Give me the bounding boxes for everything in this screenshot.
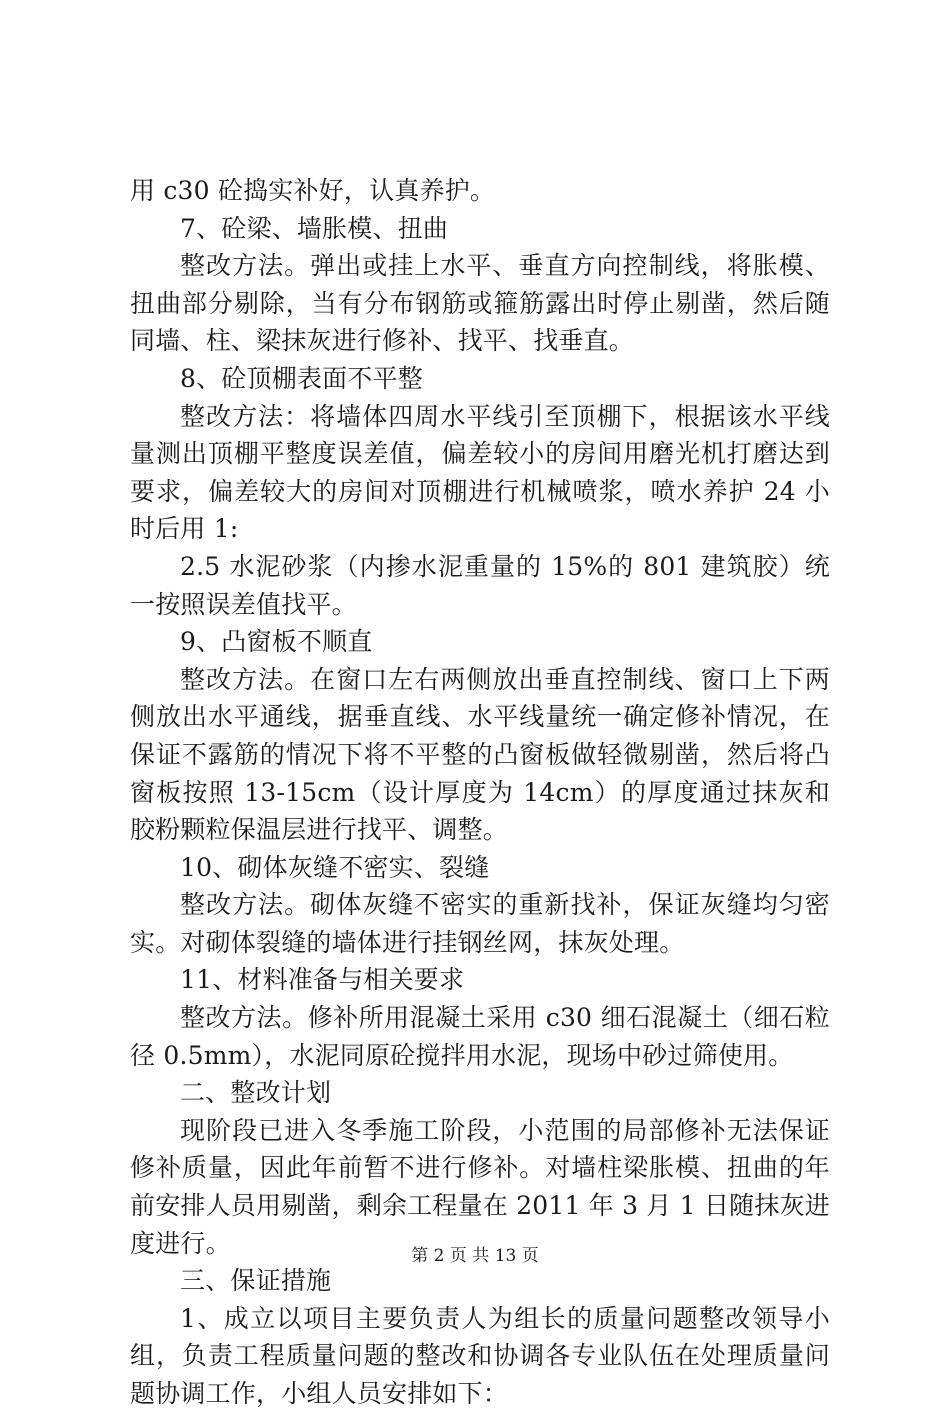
document-body [130, 172, 830, 1413]
paragraph-4: 整改方法：将墙体四周水平线引至顶棚下，根据该水平线量测出顶棚平整度误差值，偏差较小的房间用磨光机打磨达到要求，偏差较大的房间对顶棚进行机械喷浆，喷水养护 24 小时后用 1: [130, 401, 830, 544]
paragraph-15: 1、成立以项目主要负责人为组长的质量问题整改领导小组，负责工程质量问题的整改和协调各专业队伍在处理质量问题协调工作，小组人员安排如下： [130, 1303, 830, 1408]
paragraph-0: 用 c30 砼捣实补好，认真养护。 [130, 176, 496, 205]
paragraph-6: 9、凸窗板不顺直 [180, 627, 373, 657]
paragraph-8: 10、砌体灰缝不密实、裂缝 [180, 852, 490, 882]
paragraph-10: 11、材料准备与相关要求 [180, 965, 465, 995]
page-number-footer: 第 2 页 共 13 页 [411, 1246, 539, 1266]
paragraph-13: 现阶段已进入冬季施工阶段，小范围的局部修补无法保证修补质量，因此年前暂不进行修补。对墙柱梁胀模、扭曲的年前安排人员用剔凿，剩余工程量在 2011 年 3 月 1 日随抹灰进度进行。 [130, 1115, 830, 1258]
paragraph-7: 整改方法。在窗口左右两侧放出垂直控制线、窗口上下两侧放出水平通线，据垂直线、水平线量统一确定修补情况，在保证不露筋的情况下将不平整的凸窗板做轻微剔凿，然后将凸窗板按照 13-15cm（设计厚度为 14cm）的厚度通过抹灰和胶粉颗粒保温层进行找平、调整。 [130, 664, 830, 845]
paragraph-11: 整改方法。修补所用混凝土采用 c30 细石混凝土（细石粒径 0.5mm），水泥同原砼搅拌用水泥，现场中砂过筛使用。 [130, 1003, 830, 1070]
paragraph-1: 7、砼梁、墙胀模、扭曲 [180, 213, 449, 243]
paragraph-12: 二、整改计划 [180, 1078, 332, 1108]
paragraph-14: 三、保证措施 [180, 1266, 332, 1296]
paragraph-5: 2.5 水泥砂浆（内掺水泥重量的 15%的 801 建筑胶）统一按照误差值找平。 [130, 551, 830, 619]
paragraph-2: 整改方法。弹出或挂上水平、垂直方向控制线，将胀模、扭曲部分剔除，当有分布钢筋或箍筋露出时停止剔凿，然后随同墙、柱、梁抹灰进行修补、找平、找垂直。 [130, 251, 830, 356]
paragraph-3: 8、砼顶棚表面不平整 [180, 363, 423, 393]
paragraph-9: 整改方法。砌体灰缝不密实的重新找补，保证灰缝均匀密实。对砌体裂缝的墙体进行挂钢丝网，抹灰处理。 [130, 890, 830, 957]
